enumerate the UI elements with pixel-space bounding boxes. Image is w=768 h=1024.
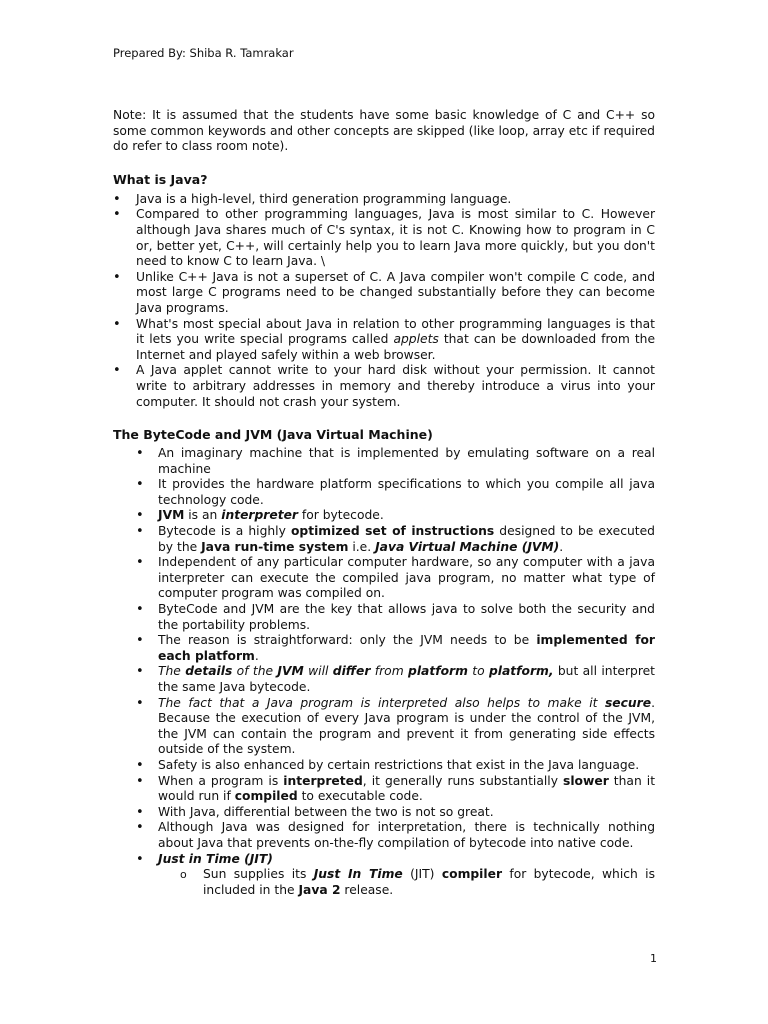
list-item: • Safety is also enhanced by certain restrictions that exist in the Java language. (136, 758, 655, 774)
list-item: • A Java applet cannot write to your hard disk without your permission. It cannot write to arbitrary addresses in memory and thereby introduce a virus into your computer. It should not crash your system. (113, 363, 655, 410)
list-item: • When a program is interpreted, it generally runs substantially slower than it would run if compiled to executable code. (136, 774, 655, 805)
sub-list-item: o Sun supplies its Just In Time (JIT) compiler for bytecode, which is included in the Java 2 release. (180, 867, 655, 898)
list-item: • Bytecode is a highly optimized set of instructions designed to be executed by the Java run-time system i.e. Java Virtual Machine (JVM). (136, 524, 655, 555)
list-item: • The reason is straightforward: only the JVM needs to be implemented for each platform. (136, 633, 655, 664)
list-item: • JVM is an interpreter for bytecode. (136, 508, 655, 524)
list-item: • ByteCode and JVM are the key that allows java to solve both the security and the portability problems. (136, 602, 655, 633)
list-item: • Compared to other programming languages, Java is most similar to C. However although Java shares much of C's syntax, it is not C. Knowing how to program in C or, better yet, C++, will certainly help you to learn Java more quickly, but you don't need to know C to learn Java. \ (113, 207, 655, 269)
document-body (113, 108, 655, 898)
list-item: • It provides the hardware platform specifications to which you compile all java technology code. (136, 477, 655, 508)
list-item-jit: • Just in Time (JIT) o Sun supplies its Just In Time (JIT) compiler for bytecode, which is included in the Java 2 release. (136, 852, 655, 899)
what-is-java-list (113, 192, 655, 410)
section-heading-bytecode-jvm: The ByteCode and JVM (Java Virtual Machine) (113, 427, 433, 443)
page-number: 1 (650, 952, 657, 965)
list-item: • Unlike C++ Java is not a superset of C. A Java compiler won't compile C code, and most large C programs need to be changed substantially before they can become Java programs. (113, 270, 655, 317)
list-item: • An imaginary machine that is implemented by emulating software on a real machine (136, 446, 655, 477)
list-item: • Java is a high-level, third generation programming language. (113, 192, 655, 208)
list-item: • The details of the JVM will differ from platform to platform, but all interpret the same Java bytecode. (136, 664, 655, 695)
list-item: • What's most special about Java in relation to other programming languages is that it lets you write special programs called applets that can be downloaded from the Internet and played safely within a web browser. (113, 317, 655, 364)
list-item: • With Java, differential between the two is not so great. (136, 805, 655, 821)
list-item: • Although Java was designed for interpretation, there is technically nothing about Java that prevents on-the-fly compilation of bytecode into native code. (136, 820, 655, 851)
list-item: • The fact that a Java program is interpreted also helps to make it secure. Because the execution of every Java program is under the control of the JVM, the JVM can contain the program and prevent it from generating side effects outside of the system. (136, 696, 655, 758)
jit-sublist (180, 867, 655, 898)
list-item: • Independent of any particular computer hardware, so any computer with a java interpreter can execute the compiled java program, no matter what type of computer program was compiled on. (136, 555, 655, 602)
applets-term: applets (393, 332, 439, 347)
section-heading-what-is-java: What is Java? (113, 171, 208, 187)
note-paragraph: Note: It is assumed that the students have some basic knowledge of C and C++ so some common keywords and other concepts are skipped (like loop, array etc if required do refer to class room note). (113, 108, 655, 154)
bytecode-jvm-list (136, 446, 655, 898)
prepared-by-header: Prepared By: Shiba R. Tamrakar (113, 46, 294, 60)
